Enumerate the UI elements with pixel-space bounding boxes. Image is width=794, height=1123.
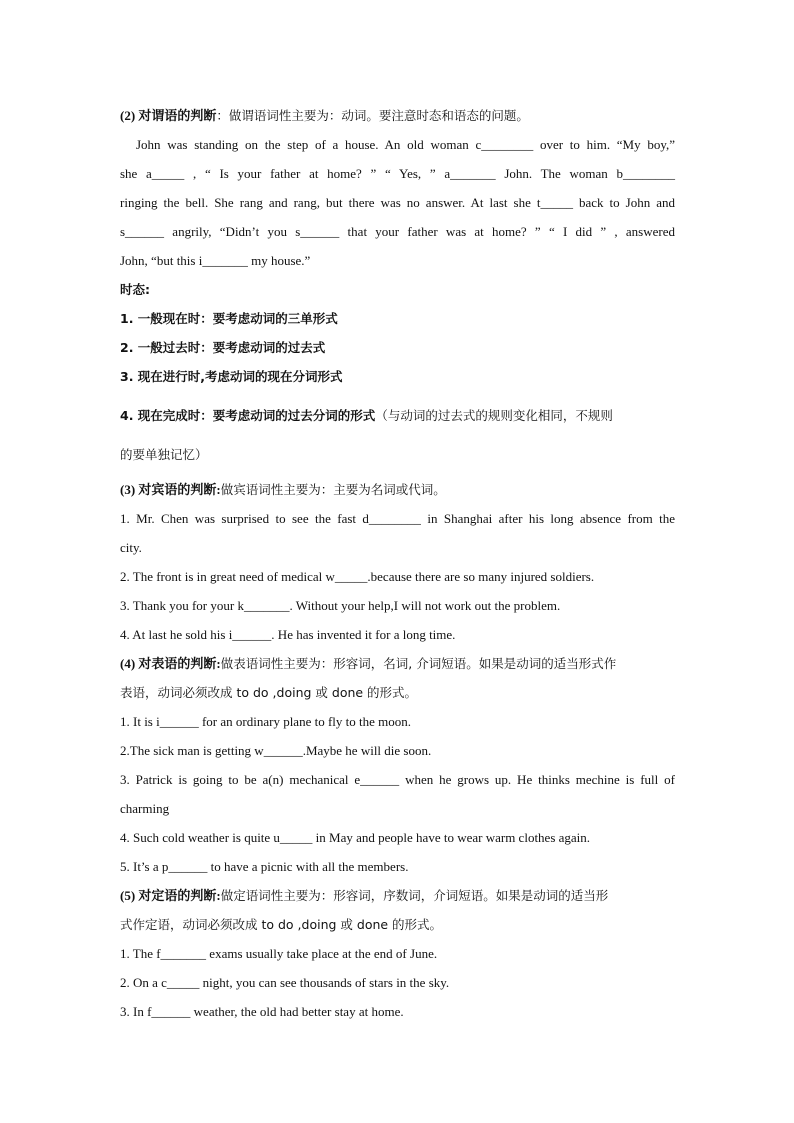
section5-heading-bold: (5) 对定语的判断:: [120, 888, 221, 903]
object-item-2: 2. The front is in great need of medical w_____.because there are so many injured soldiers.: [120, 569, 595, 584]
document-page: [120, 101, 675, 1026]
attributive-item-1: 1. The f_______ exams usually take place at the end of June.: [120, 946, 438, 961]
section3-heading: [120, 475, 675, 504]
object-item-4: 4. At last he sold his i______. He has invented it for a long time.: [120, 627, 456, 642]
passage-line-2: she a_____ , “ Is your father at home? ” “ Yes, ” a_______ John. The woman b________: [120, 166, 675, 181]
tense-item-2: 2. 一般过去时：要考虑动词的过去式: [120, 340, 326, 355]
section2-heading-bold: (2) 对谓语的判断: [120, 108, 217, 123]
section2-heading-rest: ：做谓语词性主要为：动词。要注意时态和语态的问题。: [216, 108, 529, 123]
passage-line-1: John was standing on the step of a house. An old woman c________ over to him. “My boy,”: [136, 137, 675, 152]
attributive-item-3: 3. In f______ weather, the old had better stay at home.: [120, 1004, 404, 1019]
section3-heading-bold: (3) 对宾语的判断:: [120, 482, 221, 497]
section5-heading-rest: 做定语词性主要为：形容词，序数词，介词短语。如果是动词的适当形: [220, 888, 609, 903]
tense-item-4-rest: （与动词的过去式的规则变化相同，不规则: [375, 408, 613, 423]
tense-item-1: 1. 一般现在时：要考虑动词的三单形式: [120, 311, 338, 326]
spacer: [120, 391, 675, 401]
section4-heading-rest: 做表语词性主要为：形容词，名词, 介词短语。如果是动词的适当形式作: [220, 656, 617, 671]
predicative-item-2: 2.The sick man is getting w______.Maybe he will die soon.: [120, 743, 432, 758]
spacer: [120, 430, 675, 440]
passage-line-5: John, “but this i_______ my house.”: [120, 253, 311, 268]
section4-heading: [120, 649, 675, 678]
object-item-3: 3. Thank you for your k_______. Without your help,I will not work out the problem.: [120, 598, 561, 613]
predicative-item-1: 1. It is i______ for an ordinary plane to fly to the moon.: [120, 714, 412, 729]
object-item-1-continued: city.: [120, 540, 142, 555]
passage-line-3: ringing the bell. She rang and rang, but there was no answer. At last she t_____ back to John and: [120, 195, 675, 210]
section2-heading: [120, 101, 675, 130]
tense-item-4: [120, 401, 675, 430]
tense-item-4-bold: 4. 现在完成时：要考虑动词的过去分词的形式: [120, 408, 376, 423]
predicative-item-3-continued: charming: [120, 801, 170, 816]
predicative-item-3: 3. Patrick is going to be a(n) mechanical e______ when he grows up. He thinks mechine is full of: [120, 772, 675, 787]
section5-heading: [120, 881, 675, 910]
predicative-item-5: 5. It’s a p______ to have a picnic with all the members.: [120, 859, 409, 874]
attributive-item-2: 2. On a c_____ night, you can see thousands of stars in the sky.: [120, 975, 450, 990]
tense-item-4-continued: 的要单独记忆）: [120, 447, 208, 462]
section4-heading-bold: (4) 对表语的判断:: [120, 656, 221, 671]
object-item-1: 1. Mr. Chen was surprised to see the fast d________ in Shanghai after his long absence from the: [120, 511, 675, 526]
tense-label: 时态:: [120, 282, 150, 297]
predicative-item-4: 4. Such cold weather is quite u_____ in May and people have to wear warm clothes again.: [120, 830, 591, 845]
tense-item-3: 3. 现在进行时,考虑动词的现在分词形式: [120, 369, 343, 384]
passage-line-4: s______ angrily, “Didn’t you s______ that your father was at home? ” “ I did ” , answered: [120, 224, 675, 239]
section5-heading-continued: 式作定语，动词必须改成 to do ,doing 或 done 的形式。: [120, 917, 443, 932]
section3-heading-rest: 做宾语词性主要为：主要为名词或代词。: [220, 482, 446, 497]
section4-heading-continued: 表语，动词必须改成 to do ,doing 或 done 的形式。: [120, 685, 418, 700]
